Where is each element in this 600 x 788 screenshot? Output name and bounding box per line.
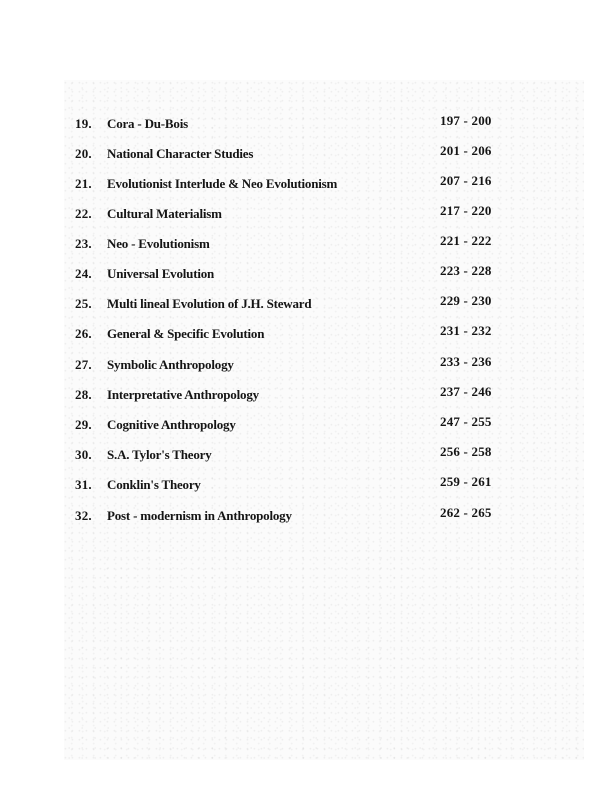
toc-entry — [0, 143, 600, 165]
toc-entry — [0, 414, 600, 436]
toc-entry — [0, 293, 600, 315]
chapter-title: Multi lineal Evolution of J.H. Steward — [107, 296, 312, 311]
chapter-number: 20. — [75, 146, 92, 161]
chapter-number: 31. — [75, 477, 92, 492]
chapter-title: Interpretative Anthropology — [107, 387, 259, 402]
page-range: 231 - 232 — [440, 323, 492, 338]
chapter-title: Cora - Du-Bois — [107, 116, 188, 131]
chapter-title: Cognitive Anthropology — [107, 417, 236, 432]
toc-entry — [0, 323, 600, 345]
toc-entry — [0, 203, 600, 225]
page-range: 201 - 206 — [440, 143, 492, 158]
chapter-title: S.A. Tylor's Theory — [107, 447, 212, 462]
page-range: 217 - 220 — [440, 203, 492, 218]
toc-entry — [0, 233, 600, 255]
chapter-title: Symbolic Anthropology — [107, 357, 234, 372]
page-range: 223 - 228 — [440, 263, 492, 278]
chapter-number: 23. — [75, 236, 92, 251]
page-range: 221 - 222 — [440, 233, 492, 248]
toc-entry — [0, 444, 600, 466]
chapter-number: 27. — [75, 357, 92, 372]
chapter-number: 25. — [75, 296, 92, 311]
chapter-number: 22. — [75, 206, 92, 221]
chapter-title: Evolutionist Interlude & Neo Evolutionism — [107, 176, 338, 191]
toc-entry — [0, 113, 600, 135]
page-range: 262 - 265 — [440, 505, 492, 520]
chapter-number: 30. — [75, 447, 92, 462]
page-range: 247 - 255 — [440, 414, 492, 429]
toc-entry — [0, 173, 600, 195]
page-range: 197 - 200 — [440, 113, 492, 128]
chapter-title: Cultural Materialism — [107, 206, 222, 221]
toc-entry — [0, 474, 600, 496]
toc-entry — [0, 505, 600, 527]
chapter-number: 29. — [75, 417, 92, 432]
toc-entry — [0, 354, 600, 376]
chapter-number: 28. — [75, 387, 92, 402]
toc-entry — [0, 384, 600, 406]
page-range: 233 - 236 — [440, 354, 492, 369]
page-range: 237 - 246 — [440, 384, 492, 399]
chapter-number: 24. — [75, 266, 92, 281]
chapter-number: 32. — [75, 508, 92, 523]
chapter-number: 21. — [75, 176, 92, 191]
chapter-number: 19. — [75, 116, 92, 131]
toc-entry — [0, 263, 600, 285]
chapter-title: National Character Studies — [107, 146, 254, 161]
page-range: 229 - 230 — [440, 293, 492, 308]
chapter-title: Neo - Evolutionism — [107, 236, 210, 251]
chapter-number: 26. — [75, 326, 92, 341]
chapter-title: General & Specific Evolution — [107, 326, 265, 341]
page-range: 259 - 261 — [440, 474, 492, 489]
page-range: 256 - 258 — [440, 444, 492, 459]
page-range: 207 - 216 — [440, 173, 492, 188]
chapter-title: Universal Evolution — [107, 266, 215, 281]
chapter-title: Conklin's Theory — [107, 477, 201, 492]
chapter-title: Post - modernism in Anthropology — [107, 508, 292, 523]
